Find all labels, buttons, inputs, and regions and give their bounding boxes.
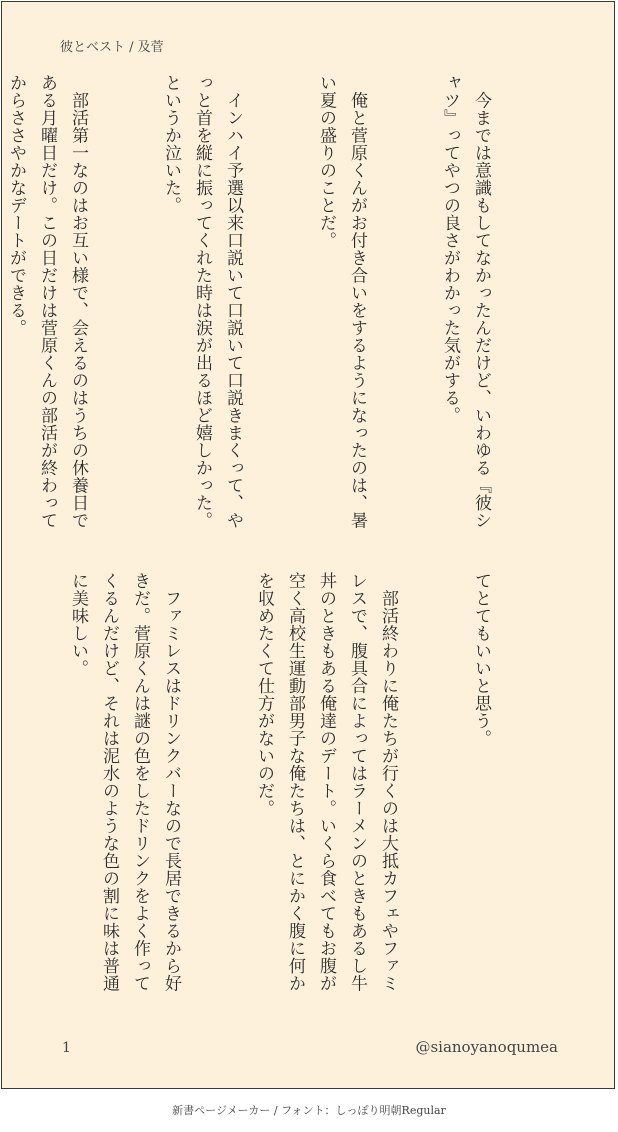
paragraph: ファミレスはドリンクバーなので長居できるから好きだ。菅原くんは謎の色をしたドリンクをよく作ってくるんだけど、それは泥水のような色の割に味は普通に美味しい。 <box>68 572 181 992</box>
body-column-bottom <box>48 572 558 992</box>
footer-credit: 新書ページメーカー / フォント：しっぽり明朝Regular <box>172 1104 446 1117</box>
page-number: 1 <box>62 1040 71 1056</box>
page <box>1 1 615 1089</box>
header-title: 彼とベスト / 及菅 <box>60 40 164 55</box>
paragraph: インハイ予選以来口説いて口説いて口説きまくって、やっと首を縦に振ってくれた時は涙が出るほど嬉しかった。というか泣いた。 <box>161 74 243 529</box>
body-column-top <box>6 74 558 534</box>
paragraph: 俺と菅原くんがお付き合いをするようになったのは、暑い夏の盛りのことだ。 <box>316 74 367 529</box>
paragraph: 部活第一なのはお互い様で、会えるのはうちの休養日である月曜日だけ。この日だけは菅原くんの部活が終わってからささやかなデートができる。 <box>6 74 88 529</box>
author-handle: @sianoyanoqumea <box>415 1038 558 1056</box>
paragraph: 今までは意識もしてなかったんだけど、いわゆる『彼シャツ』ってやつの良さがわかった気がする。 <box>440 74 491 529</box>
paragraph: 部活終わりに俺たちが行くのは大抵カフェやファミレスで、腹具合によってはラーメンのときもあるし牛丼のときもある俺達のデート。いくら食べてもお腹が空く高校生運動部男子な俺たちは、とにかく腹に何かを収めたくて仕方がないのだ。 <box>254 572 398 992</box>
paragraph: てとてもいいと思う。 <box>471 572 491 747</box>
